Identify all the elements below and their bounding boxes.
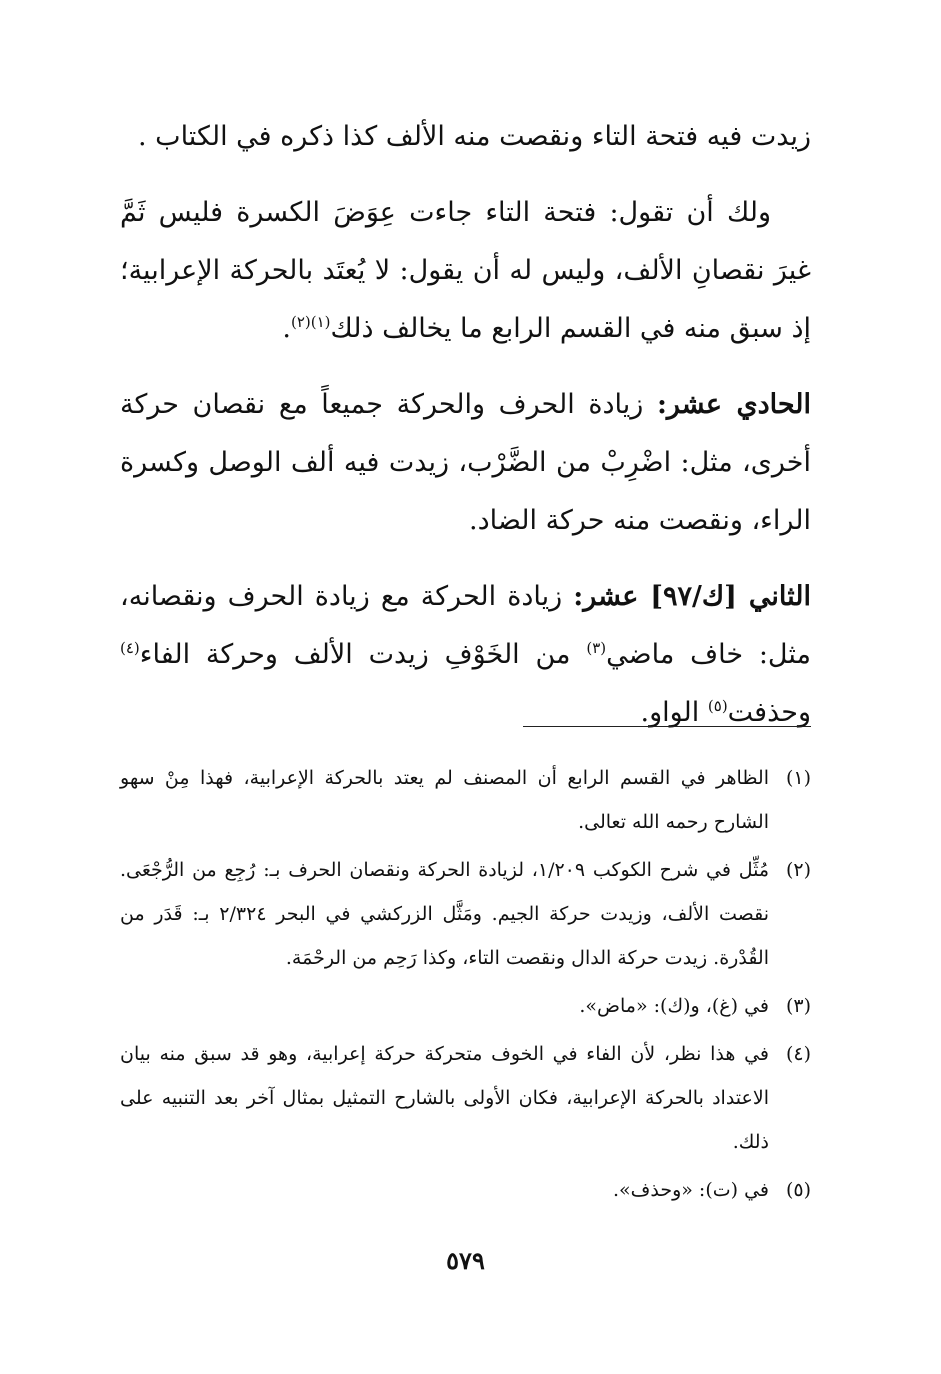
section-lead: الحادي عشر: [656,389,811,420]
main-text [120,108,811,760]
footnote-separator [523,726,811,727]
footnote-3 [120,984,811,1028]
footnote-5 [120,1168,811,1212]
page-number: ٥٧٩ [446,1246,485,1275]
footnote-number: (١) [785,767,811,789]
paragraph-3 [120,376,811,550]
paragraph-2 [120,184,811,358]
footnote-text: في هذا نظر، لأن الفاء في الخوف متحركة حركة إعرابية، وهو قد سبق منه بيان الاعتداد بالحركة الإعرابية، فكان الأولى بالشارح التمثيل بمثال آخر بعد التنبيه على ذلك. [120,1043,769,1153]
footnotes [120,756,811,1216]
footnote-ref: (٥) [707,697,728,715]
book-page [120,0,811,1374]
footnote-text: في (ت): «وحذف». [613,1179,769,1201]
footnote-text: مُثِّل في شرح الكوكب ١/٢٠٩، لزيادة الحركة ونقصان الحرف بـ: رُجِع من الرُّجْعَى. نقصت الألف، وزيدت حركة الجيم. ومَثَّل الزركشي في البحر ٢/٣٢٤ بـ: قَدَر من القُدْرة. زيدت حركة الدال ونقصت التاء، وكذا رَحِم من الرحْمَة. [120,859,769,969]
footnote-2 [120,848,811,980]
paragraph-text: زيادة الحرف والحركة جميعاً مع نقصان حركة أخرى، مثل: اضْرِبْ من الضَّرْب، زيدت فيه ألف الوصل وكسرة الراء، ونقصت منه حركة الضاد. [120,389,811,536]
footnote-number: (٤) [785,1043,811,1065]
footnote-1 [120,756,811,844]
footnote-4 [120,1032,811,1164]
footnote-number: (٢) [785,859,811,881]
footnote-number: (٥) [785,1179,811,1201]
paragraph-text: من الخَوْفِ زيدت الألف وحركة الفاء [139,639,571,670]
paragraph-1 [120,108,811,166]
footnote-text: في (غ)، و(ك): «ماض». [579,995,769,1017]
paragraph-text: وحذفت [727,697,811,728]
paragraph-text: ولك أن تقول: فتحة التاء جاءت عِوَضَ الكسرة فليس ثَمَّ غيرَ نقصانِ الألف، وليس له أن يقول: لا يُعتَد بالحركة الإعرابية؛ إذ سبق منه في القسم الرابع ما يخالف ذلك [120,197,811,344]
footnote-ref: (١)(٢) [290,313,331,331]
footnote-number: (٣) [785,995,811,1017]
paragraph-tail: . [282,313,291,344]
section-lead: الثاني [ك/٩٧] عشر: [573,581,811,612]
footnote-text: الظاهر في القسم الرابع أن المصنف لم يعتد بالحركة الإعرابية، فهذا مِنْ سهو الشارح رحمه الله تعالى. [120,767,769,833]
footnote-ref: (٤) [120,639,140,657]
paragraph-tail: الواو. [640,697,700,728]
footnote-ref: (٣) [586,639,607,657]
paragraph-4 [120,568,811,742]
paragraph-text: زيادة الحركة مع زيادة الحرف ونقصانه، مثل: خاف ماضي [120,581,811,670]
paragraph-text: زيدت فيه فتحة التاء ونقصت منه الألف كذا ذكره في الكتاب . [137,121,811,152]
